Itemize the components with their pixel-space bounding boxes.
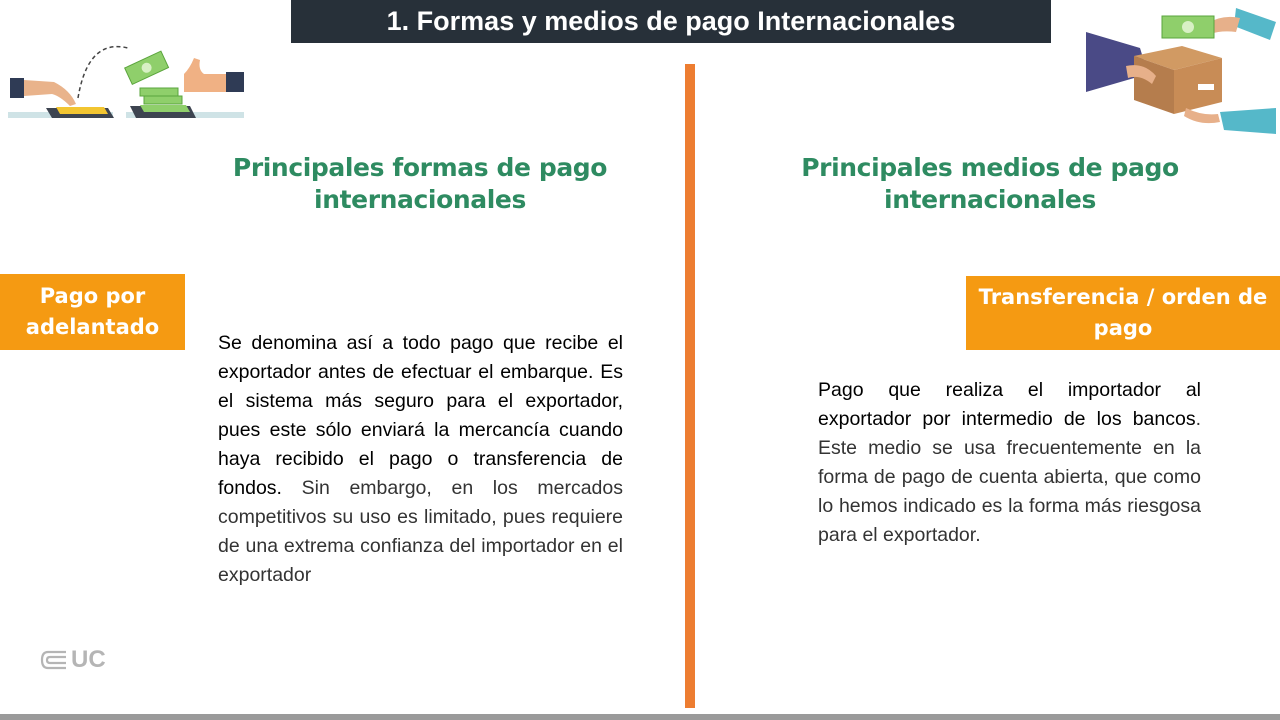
- left-description: [218, 329, 623, 590]
- package-exchange-illustration-icon: [1086, 4, 1276, 136]
- footer-bar: [0, 714, 1280, 720]
- vertical-divider: [685, 64, 695, 708]
- right-section-heading: Principales medios de pago internacionales: [801, 153, 1179, 214]
- left-description-rest: Sin embargo, en los mercados competitivos su uso es limitado, pues requiere de una extrema confianza del importador en el exportador: [218, 477, 623, 586]
- transferencia-tag: Transferencia / orden de pago: [966, 276, 1280, 350]
- right-description-rest: . Este medio se usa frecuentemente en la forma de pago de cuenta abierta, que como lo hemos indicado es la forma más riesgosa para el exportador.: [818, 408, 1201, 546]
- right-description: [818, 376, 1201, 550]
- left-section-heading: Principales formas de pago internacionales: [232, 153, 608, 214]
- uc-logo-icon: [40, 649, 68, 671]
- uc-logo-text: UC: [71, 646, 106, 673]
- right-description-emphasis: Pago que realiza el importador al exportador por intermedio de los bancos: [818, 379, 1201, 430]
- mobile-payment-illustration-icon: [8, 38, 246, 124]
- uc-logo: [40, 646, 106, 674]
- pago-por-adelantado-tag: Pago por adelantado: [0, 274, 185, 350]
- left-description-emphasis: Se denomina así a todo pago que recibe el exportador antes de efectuar el embarque. Es el sistema más seguro para el exportador, pues este sólo enviará la mercancía cuando haya recibido el pago o transferencia de fondos.: [218, 332, 623, 499]
- slide-title: 1. Formas y medios de pago Internacionales: [291, 0, 1051, 43]
